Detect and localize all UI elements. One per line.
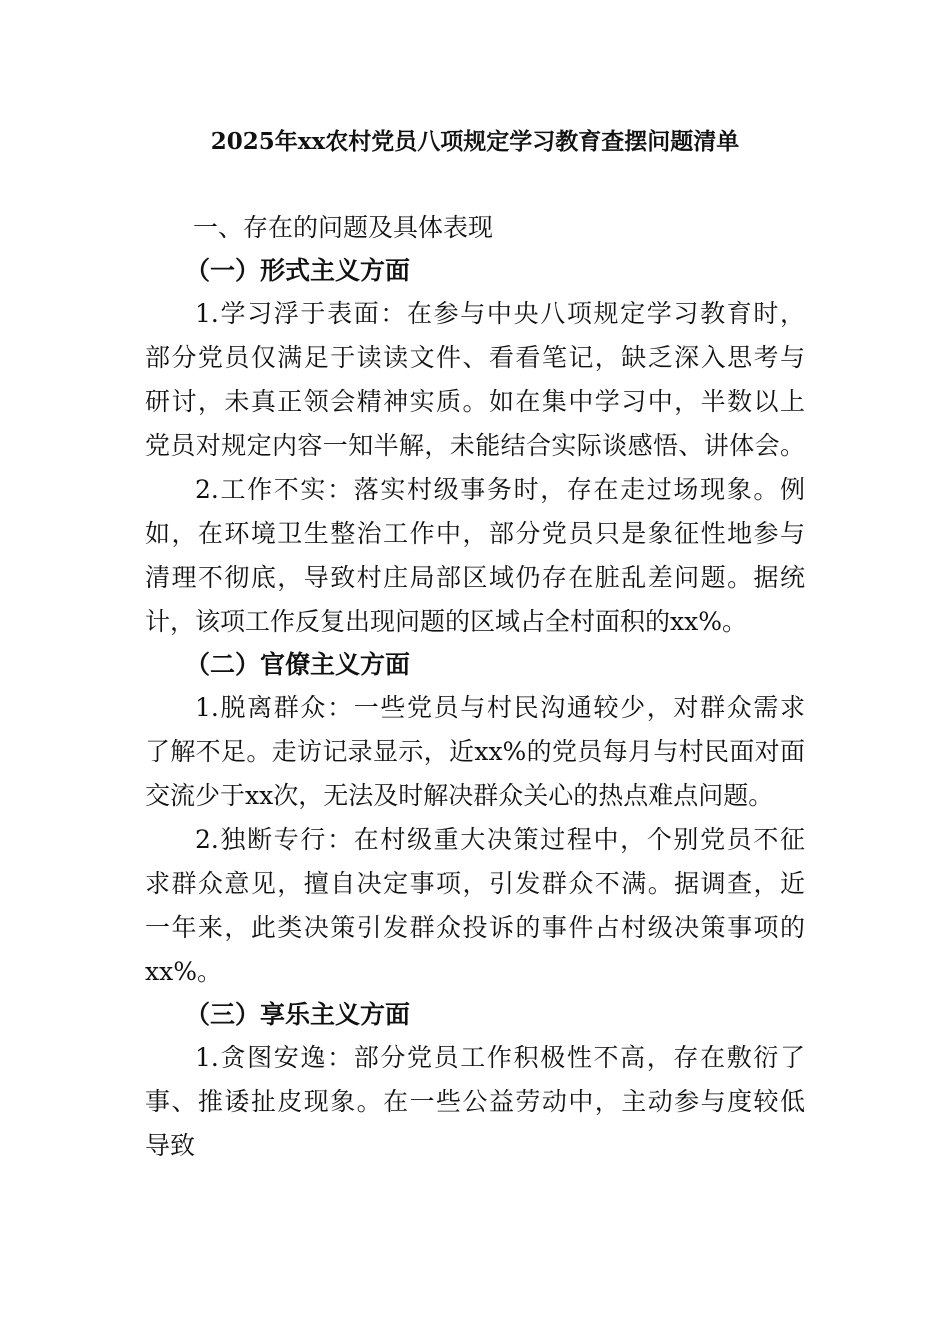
text-line: 1.脱离群众：一些党员与村民沟通较少，对群众需求 [195, 693, 805, 722]
subsection-heading: （一）形式主义方面 [185, 256, 411, 285]
text-line: 党员对规定内容一知半解，未能结合实际谈感悟、讲体会。 [145, 431, 805, 460]
text-line: xx%。 [145, 957, 222, 986]
paragraph [145, 818, 805, 994]
document-body [145, 206, 805, 1168]
text-line: 1.学习浮于表面：在参与中央八项规定学习教育时， [195, 299, 805, 328]
text-line: 部分党员仅满足于读读文件、看看笔记，缺乏深入思考与 [145, 343, 805, 372]
text-line: 事、推诿扯皮现象。在一些公益劳动中，主动参与度较低 [145, 1087, 805, 1116]
paragraph [145, 686, 805, 818]
text-line: 交流少于xx次，无法及时解决群众关心的热点难点问题。 [145, 781, 774, 810]
text-line: 如，在环境卫生整治工作中，部分党员只是象征性地参与 [145, 519, 805, 548]
document-title: 2025年xx农村党员八项规定学习教育查摆问题清单 [210, 128, 740, 155]
paragraph [145, 468, 805, 644]
text-line: 2.工作不实：落实村级事务时，存在走过场现象。例 [195, 475, 805, 504]
section-heading: 一、存在的问题及具体表现 [193, 213, 494, 242]
text-line: 计，该项工作反复出现问题的区域占全村面积的xx%。 [145, 607, 747, 636]
text-line: 导致 [145, 1131, 196, 1160]
text-line: 1.贪图安逸：部分党员工作积极性不高，存在敷衍了 [195, 1043, 805, 1072]
paragraph [145, 1036, 805, 1168]
text-line: 了解不足。走访记录显示，近xx%的党员每月与村民面对面 [145, 737, 805, 766]
subsection-heading: （二）官僚主义方面 [185, 650, 411, 679]
text-line: 一年来，此类决策引发群众投诉的事件占村级决策事项的 [145, 913, 805, 942]
text-line: 2.独断专行：在村级重大决策过程中，个别党员不征 [195, 825, 805, 854]
subsection-heading: （三）享乐主义方面 [185, 1000, 411, 1029]
text-line: 求群众意见，擅自决定事项，引发群众不满。据调查，近 [145, 869, 805, 898]
paragraph [145, 292, 805, 468]
text-line: 清理不彻底，导致村庄局部区域仍存在脏乱差问题。据统 [145, 563, 805, 592]
text-line: 研讨，未真正领会精神实质。如在集中学习中，半数以上 [145, 387, 805, 416]
